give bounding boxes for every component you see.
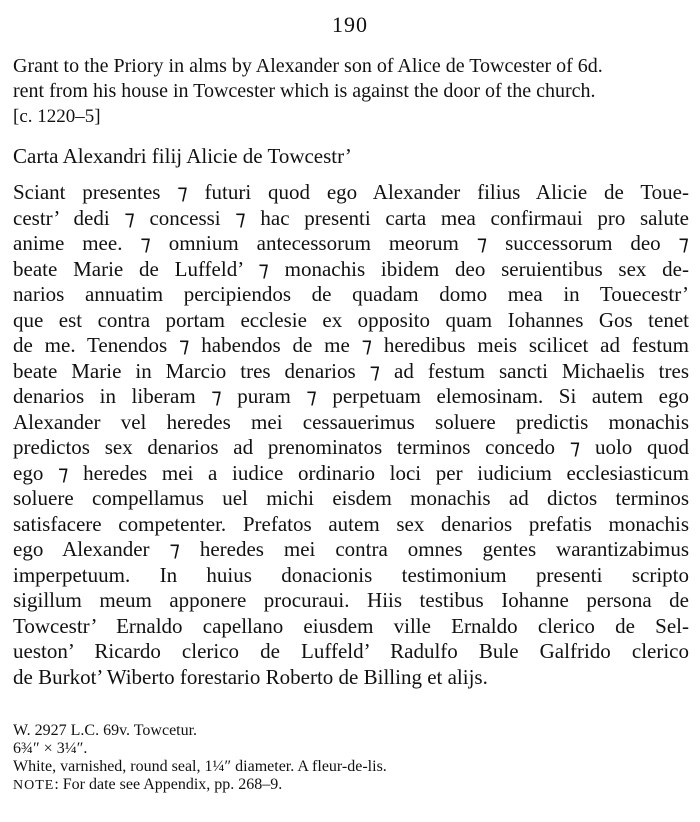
summary-dating: [c. 1220–5]: [13, 106, 101, 127]
charter-line: ego Alexander ⁊ heredes mei contra omnes gentes warantizabimus: [13, 537, 689, 561]
charter-line: beate Marie in Marcio tres denarios ⁊ ad festum sancti Michaelis tres: [13, 358, 689, 383]
charter-line: narios annuatim percipiendos de quadam domo mea in Touecestr’: [13, 282, 689, 306]
charter-line: ueston’ Ricardo clerico de Luffeld’ Radulfo Bule Galfrido clerico: [13, 639, 689, 663]
note-reference: W. 2927 L.C. 69v. Towcetur.: [13, 722, 198, 739]
charter-line: de Burkot’ Wiberto forestario Roberto de Billing et alijs.: [13, 664, 488, 689]
summary-line: rent from his house in Towcester which is against the door of the church.: [13, 80, 596, 102]
note-dimensions: 6¾″ × 3¼″.: [13, 740, 88, 757]
charter-title: Carta Alexandri filij Alicie de Towcestr’: [13, 144, 352, 168]
note-date: [13, 776, 689, 795]
charter-line: beate Marie de Luffeld’ ⁊ monachis ibidem deo seruientibus sex de-: [13, 256, 689, 281]
note-seal: White, varnished, round seal, 1¼″ diameter. A fleur-de-lis.: [13, 758, 387, 775]
charter-line: predictos sex denarios ad prenominatos terminos concedo ⁊ uolo quod: [13, 435, 689, 459]
charter-line: de me. Tenendos ⁊ habendos de me ⁊ heredibus meis scilicet ad festum: [13, 333, 689, 357]
charter-line: ego ⁊ heredes mei a iudice ordinario loci per iudicium ecclesiasticum: [13, 460, 689, 485]
charter-line: cestr’ dedi ⁊ concessi ⁊ hac presenti carta mea confirmaui pro salute: [13, 205, 689, 230]
charter-line: denarios in liberam ⁊ puram ⁊ perpetuam elemosinam. Si autem ego: [13, 384, 689, 408]
charter-line: soluere compellamus uel michi eisdem monachis ad dictos terminos: [13, 486, 689, 510]
charter-summary: [13, 54, 689, 129]
charter-line: sigillum meum apponere procuraui. Hiis testibus Iohanne persona de: [13, 588, 689, 612]
charter-line: imperpetuum. In huius donacionis testimonium presenti scripto: [13, 562, 689, 587]
charter-line: Alexander vel heredes mei cessauerimus soluere predictis monachis: [13, 409, 689, 434]
charter-line: satisfacere competenter. Prefatos autem sex denarios prefatis monachis: [13, 511, 689, 536]
charter-notes: [13, 722, 689, 795]
charter-text: [13, 180, 689, 690]
summary-line: Grant to the Priory in alms by Alexander son of Alice de Towcester of 6d.: [13, 55, 603, 77]
page-number: 190: [332, 12, 368, 37]
note-label: NOTE: [13, 778, 55, 793]
charter-line: que est contra portam ecclesie ex opposito quam Iohannes Gos tenet: [13, 307, 689, 332]
note-text: : For date see Appendix, pp. 268–9.: [54, 776, 283, 793]
charter-line: Towcestr’ Ernaldo capellano eiusdem ville Ernaldo clerico de Sel-: [13, 613, 689, 638]
charter-line: anime mee. ⁊ omnium antecessorum meorum ⁊ successorum deo ⁊: [13, 231, 689, 255]
charter-line: Sciant presentes ⁊ futuri quod ego Alexander filius Alicie de Toue-: [13, 180, 689, 204]
